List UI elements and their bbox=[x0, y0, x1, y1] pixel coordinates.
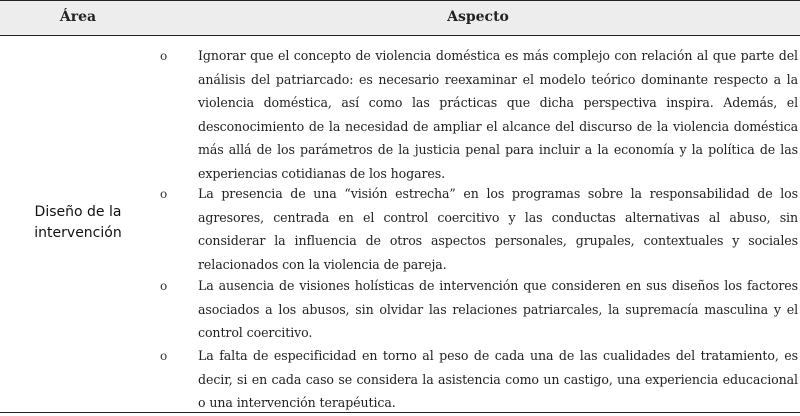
aspect-text-1: Ignorar que el concepto de violencia doméstica es más complejo con relación al que parte del análisis del patriarcado: es necesario reexaminar el modelo teórico dominante respecto a la violencia doméstica, así como las prácticas que dicha perspectiva inspira. Además, el desconocimiento de la necesidad de ampliar el alcance del discurso de la violencia doméstica más allá de los parámetros de la justicia penal para incluir a la economía y la política de las experiencias cotidianas de los hogares. bbox=[198, 48, 798, 181]
bullet-icon: o bbox=[160, 187, 168, 201]
area-label: Diseño de la intervención bbox=[34, 204, 122, 241]
aspect-text-3: La ausencia de visiones holísticas de intervención que consideren en sus diseños los factores asociados a los abusos, sin olvidar las relaciones patriarcales, la supremacía masculina y el control coercitivo. bbox=[198, 278, 798, 340]
table-header-row bbox=[0, 0, 800, 36]
header-area: Área bbox=[59, 9, 97, 25]
aspect-text-2: La presencia de una “visión estrecha” en los programas sobre la responsabilidad de los agresores, centrada en el control coercitivo y las conductas alternativas al abuso, sin considerar la influencia de otros aspectos personales, grupales, contextuales y sociales relacionados con la violencia de pareja. bbox=[198, 186, 798, 272]
aspect-text-4: La falta de especificidad en torno al peso de cada una de las cualidades del tratamiento, es decir, si en cada caso se considera la asistencia como un castigo, una experiencia educacional o una intervención terapéutica. bbox=[198, 348, 798, 410]
bullet-icon: o bbox=[160, 49, 168, 63]
header-aspecto: Aspecto bbox=[447, 9, 509, 25]
area-cell bbox=[0, 36, 156, 410]
table-bottom-rule bbox=[0, 412, 800, 413]
bullet-icon: o bbox=[160, 349, 168, 363]
bullet-icon: o bbox=[160, 279, 168, 293]
